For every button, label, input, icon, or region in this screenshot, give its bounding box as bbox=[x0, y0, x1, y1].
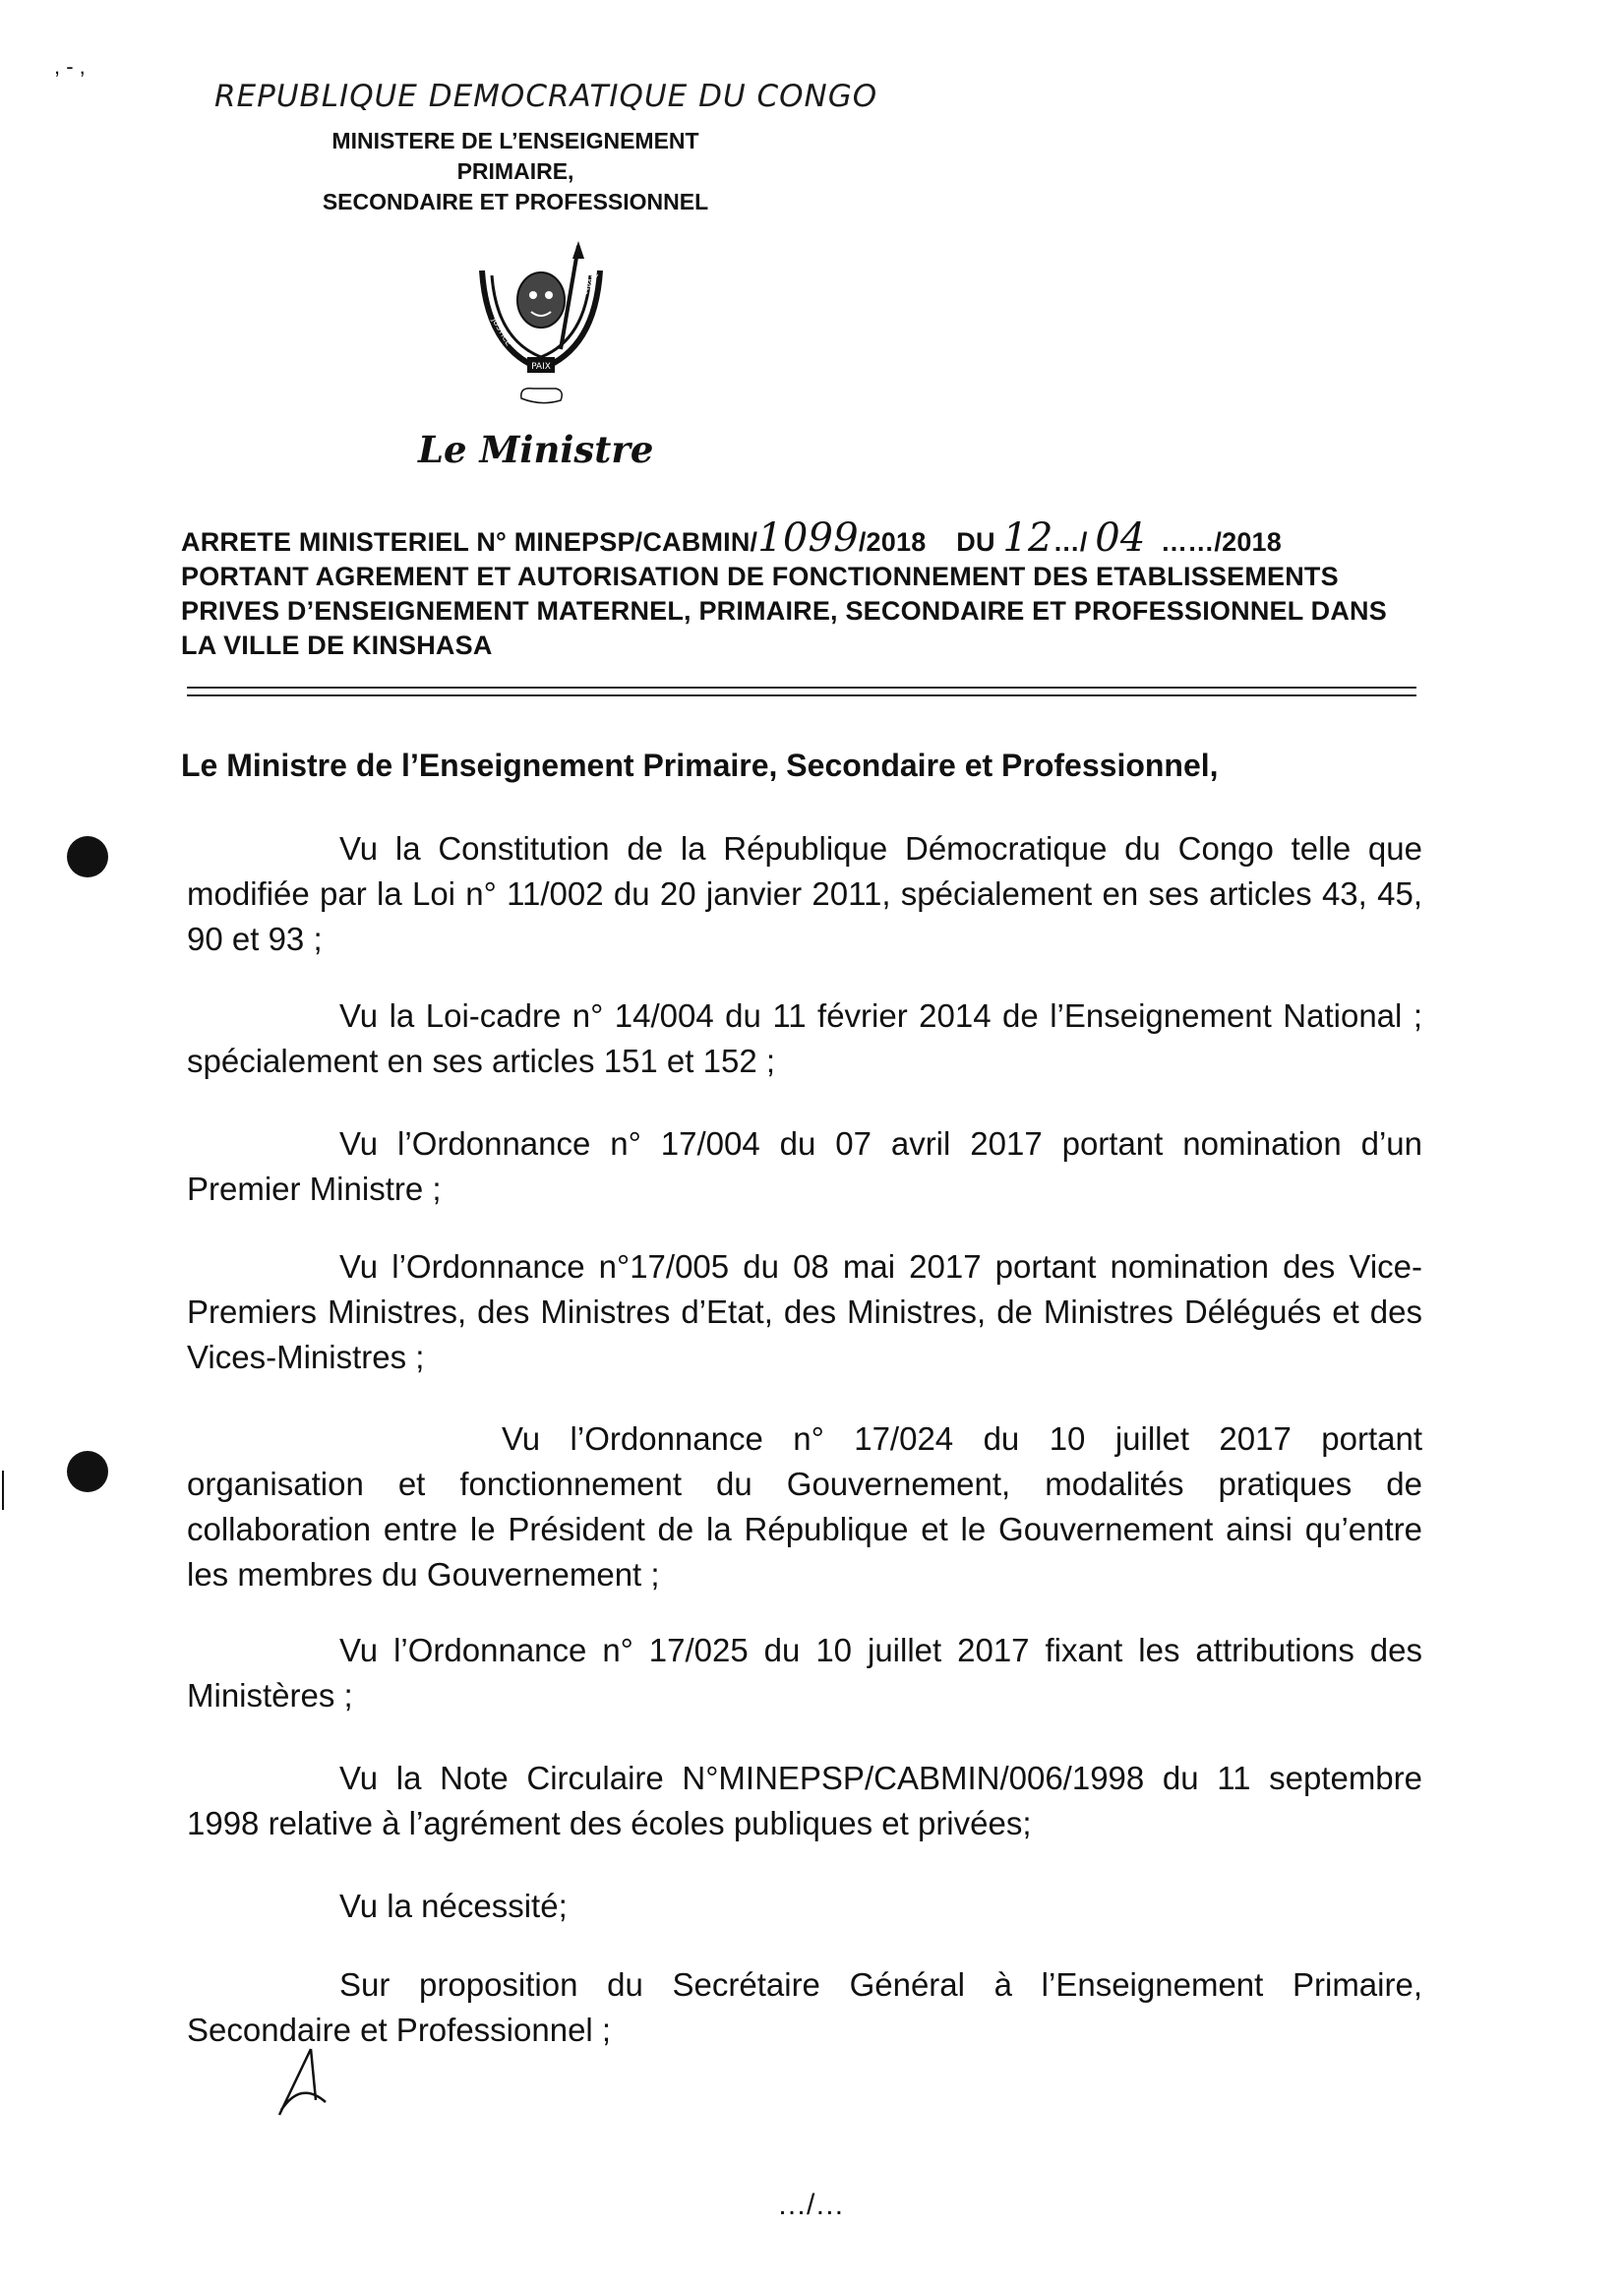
emblem-motto-bottom: PAIX bbox=[531, 362, 551, 372]
arrete-subject: PORTANT AGREMENT ET AUTORISATION DE FONCTIONNEMENT DES ETABLISSEMENTS PRIVES D’ENSEIGNEMENT MATERNEL, PRIMAIRE, SECONDAIRE ET PROFESSIONNEL DANS LA VILLE DE KINSHASA bbox=[181, 562, 1387, 660]
arrete-number-handwritten: 1099 bbox=[757, 515, 859, 561]
ministry-heading bbox=[279, 126, 752, 217]
scan-edge-mark bbox=[2, 1471, 4, 1510]
paragraph-ordonnance-17-024: Vu l’Ordonnance n° 17/024 du 10 juillet 2017 portant organisation et fonctionnement du Gouvernement, modalités pratiques de collaboration entre le Président de la République et le Gouvernement ainsi qu’entre les membres du Gouvernement ; bbox=[187, 1420, 1422, 1593]
arrete-day-handwritten: 12 bbox=[1002, 515, 1053, 561]
paragraph-ordonnance-17-005: Vu l’Ordonnance n°17/005 du 08 mai 2017 portant nomination des Vice-Premiers Ministres, des Ministres d’Etat, des Ministres, de Ministres Délégués et des Vices-Ministres ; bbox=[187, 1248, 1422, 1375]
republic-heading: REPUBLIQUE DEMOCRATIQUE DU CONGO bbox=[214, 79, 878, 114]
paragraph-necessite: Vu la nécessité; bbox=[339, 1888, 568, 1924]
arrete-month-handwritten: 04 bbox=[1095, 515, 1146, 561]
punch-hole-icon bbox=[67, 1451, 108, 1492]
arrete-number-line: ARRETE MINISTERIEL N° MINEPSP/CABMIN/1099/2018 DU 12…/ 04 ……/2018 bbox=[181, 515, 1282, 561]
paragraph-proposition: Sur proposition du Secrétaire Général à l’Enseignement Primaire, Secondaire et Professionnel ; bbox=[187, 1966, 1422, 2048]
arrete-year1: /2018 bbox=[858, 527, 927, 557]
paragraph-constitution: Vu la Constitution de la République Démocratique du Congo telle que modifiée par la Loi n° 11/002 du 20 janvier 2011, spécialement en ses articles 43, 45, 90 et 93 ; bbox=[187, 830, 1422, 957]
scan-corner-marks: , - , bbox=[54, 54, 86, 79]
divider-line bbox=[187, 694, 1416, 696]
ministry-line-2: SECONDAIRE ET PROFESSIONNEL bbox=[322, 189, 709, 214]
emblem-motto-right: TRAVAIL bbox=[575, 271, 600, 303]
paragraph-ordonnance-17-004: Vu l’Ordonnance n° 17/004 du 07 avril 2017 portant nomination d’un Premier Ministre ; bbox=[187, 1125, 1422, 1207]
emblem-motto-left: JUSTICE bbox=[490, 316, 513, 348]
divider-line bbox=[187, 687, 1416, 689]
paragraph-loi-cadre: Vu la Loi-cadre n° 14/004 du 11 février 2014 de l’Enseignement National ; spécialement en ses articles 151 et 152 ; bbox=[187, 997, 1422, 1079]
paragraph-ordonnance-17-025: Vu l’Ordonnance n° 17/025 du 10 juillet 2017 fixant les attributions des Ministères ; bbox=[187, 1632, 1422, 1714]
page-continuation: …/… bbox=[777, 2189, 845, 2221]
punch-hole-icon bbox=[67, 836, 108, 877]
arrete-year2: /2018 bbox=[1214, 527, 1282, 557]
paragraph-note-circulaire: Vu la Note Circulaire N°MINEPSP/CABMIN/006/1998 du 11 septembre 1998 relative à l’agrément des écoles publiques et privées; bbox=[187, 1760, 1422, 1841]
handwritten-initial-icon bbox=[271, 2041, 331, 2120]
arrete-du: DU bbox=[956, 527, 995, 557]
arrete-heading bbox=[181, 515, 1420, 663]
ministry-line-1: MINISTERE DE L’ENSEIGNEMENT PRIMAIRE, bbox=[331, 128, 699, 184]
minister-signature-title: Le Ministre bbox=[418, 428, 654, 471]
minister-intro: Le Ministre de l’Enseignement Primaire, Secondaire et Professionnel, bbox=[181, 748, 1219, 783]
coat-of-arms-icon bbox=[462, 241, 620, 418]
arrete-prefix: ARRETE MINISTERIEL N° MINEPSP/CABMIN/ bbox=[181, 527, 758, 557]
